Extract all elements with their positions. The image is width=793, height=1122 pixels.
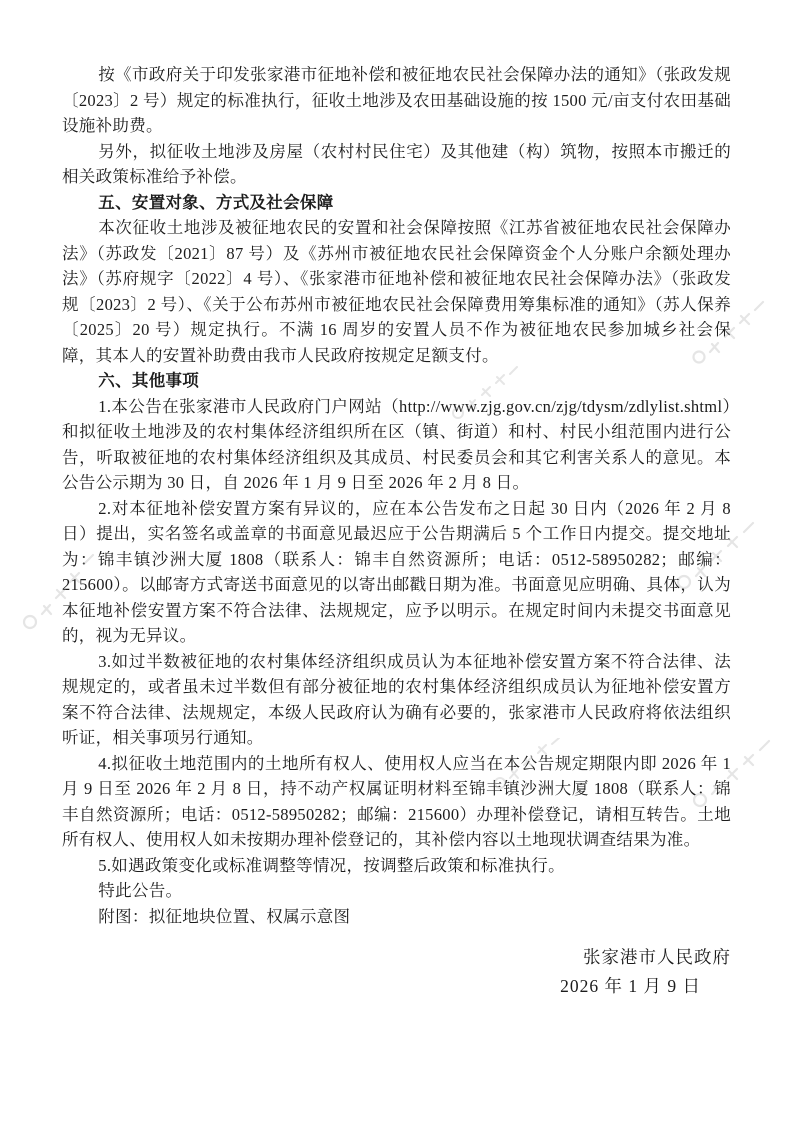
paragraph-hereby-announced: 特此公告。: [98, 881, 183, 900]
issuing-authority: 张家港市人民政府: [583, 947, 731, 967]
paragraph-compensation-standard: 按《市政府关于印发张家港市征地补偿和被征地农民社会保障办法的通知》（张政发规〔2023〕2 号）规定的标准执行，征收土地涉及农田基础设施的按 1500 元/亩支付农田基础设施补助费。: [62, 65, 731, 135]
paragraph-item-2-objections: 2.对本征地补偿安置方案有异议的，应在本公告发布之日起 30 日内（2026 年 2 月 8 日）提出，实名签名或盖章的书面意见最迟应于公告期满后 5 个工作日内提交。提交地址为：锦丰镇沙洲大厦 1808（联系人：锦丰自然资源所；电话：0512-58950282；邮编：215600）。以邮寄方式寄送书面意见的以寄出邮戳日期为准。书面意见应明确、具体，认为本征地补偿安置方案不符合法律、法规规定，应予以明示。在规定时间内未提交书面意见的，视为无异议。: [62, 498, 731, 645]
paragraph-social-security: 本次征收土地涉及被征地农民的安置和社会保障按照《江苏省被征地农民社会保障办法》（苏政发〔2021〕87 号）及《苏州市被征地农民社会保障资金个人分账户余额处理办法》（苏府规字〔2022〕4 号）、《张家港市征地补偿和被征地农民社会保障办法》（张政发规〔2023〕2 号）、《关于公布苏州市被征地农民社会保障费用筹集标准的通知》（苏人保养〔2025〕20 号）规定执行。不满 16 周岁的安置人员不作为被征地农民参加城乡社会保障，其本人的安置补助费由我市人民政府按规定足额支付。: [62, 218, 731, 365]
notice-body: [62, 62, 731, 1001]
paragraph-item-5-policy-change: 5.如遇政策变化或标准调整等情况，按调整后政策和标准执行。: [98, 855, 565, 875]
paragraph-item-1-publication: 1.本公告在张家港市人民政府门户网站（http://www.zjg.gov.cn/zjg/tdysm/zdlylist.shtml）和拟征收土地涉及的农村集体经济组织所在区（镇、街道）和村、村民小组范围内进行公告，听取被征地的农村集体经济组织及其成员、村民委员会和其它利害关系人的意见。本公告公示期为 30 日，自 2026 年 1 月 9 日至 2026 年 2 月 8 日。: [62, 396, 731, 492]
section-heading-resettlement: 五、安置对象、方式及社会保障: [98, 192, 334, 212]
signature-block: [62, 943, 731, 1001]
section-heading-other-matters: 六、其他事项: [98, 371, 200, 390]
paragraph-housing-compensation: 另外，拟征收土地涉及房屋（农村村民住宅）及其他建（构）筑物，按照本市搬迁的相关政策标准给予补偿。: [62, 141, 731, 186]
paragraph-attachment-note: 附图：拟征地块位置、权属示意图: [98, 906, 351, 926]
paragraph-item-4-registration: 4.拟征收土地范围内的土地所有权人、使用权人应当在本公告规定期限内即 2026 年 1 月 9 日至 2026 年 2 月 8 日，持不动产权属证明材料至锦丰镇沙洲大厦 1808（联系人：锦丰自然资源所；电话：0512-58950282；邮编：215600）办理补偿登记，请相互转告。土地所有权人、使用权人如未按期办理补偿登记的，其补偿内容以土地现状调查结果为准。: [62, 753, 731, 849]
paragraph-item-3-hearing: 3.如过半数被征地的农村集体经济组织成员认为本征地补偿安置方案不符合法律、法规规定的，或者虽未过半数但有部分被征地的农村集体经济组织成员认为征地补偿安置方案不符合法律、法规规定，本级人民政府认为确有必要的，张家港市人民政府将依法组织听证，相关事项另行通知。: [62, 651, 731, 747]
issue-date: 2026 年 1 月 9 日: [560, 976, 701, 996]
